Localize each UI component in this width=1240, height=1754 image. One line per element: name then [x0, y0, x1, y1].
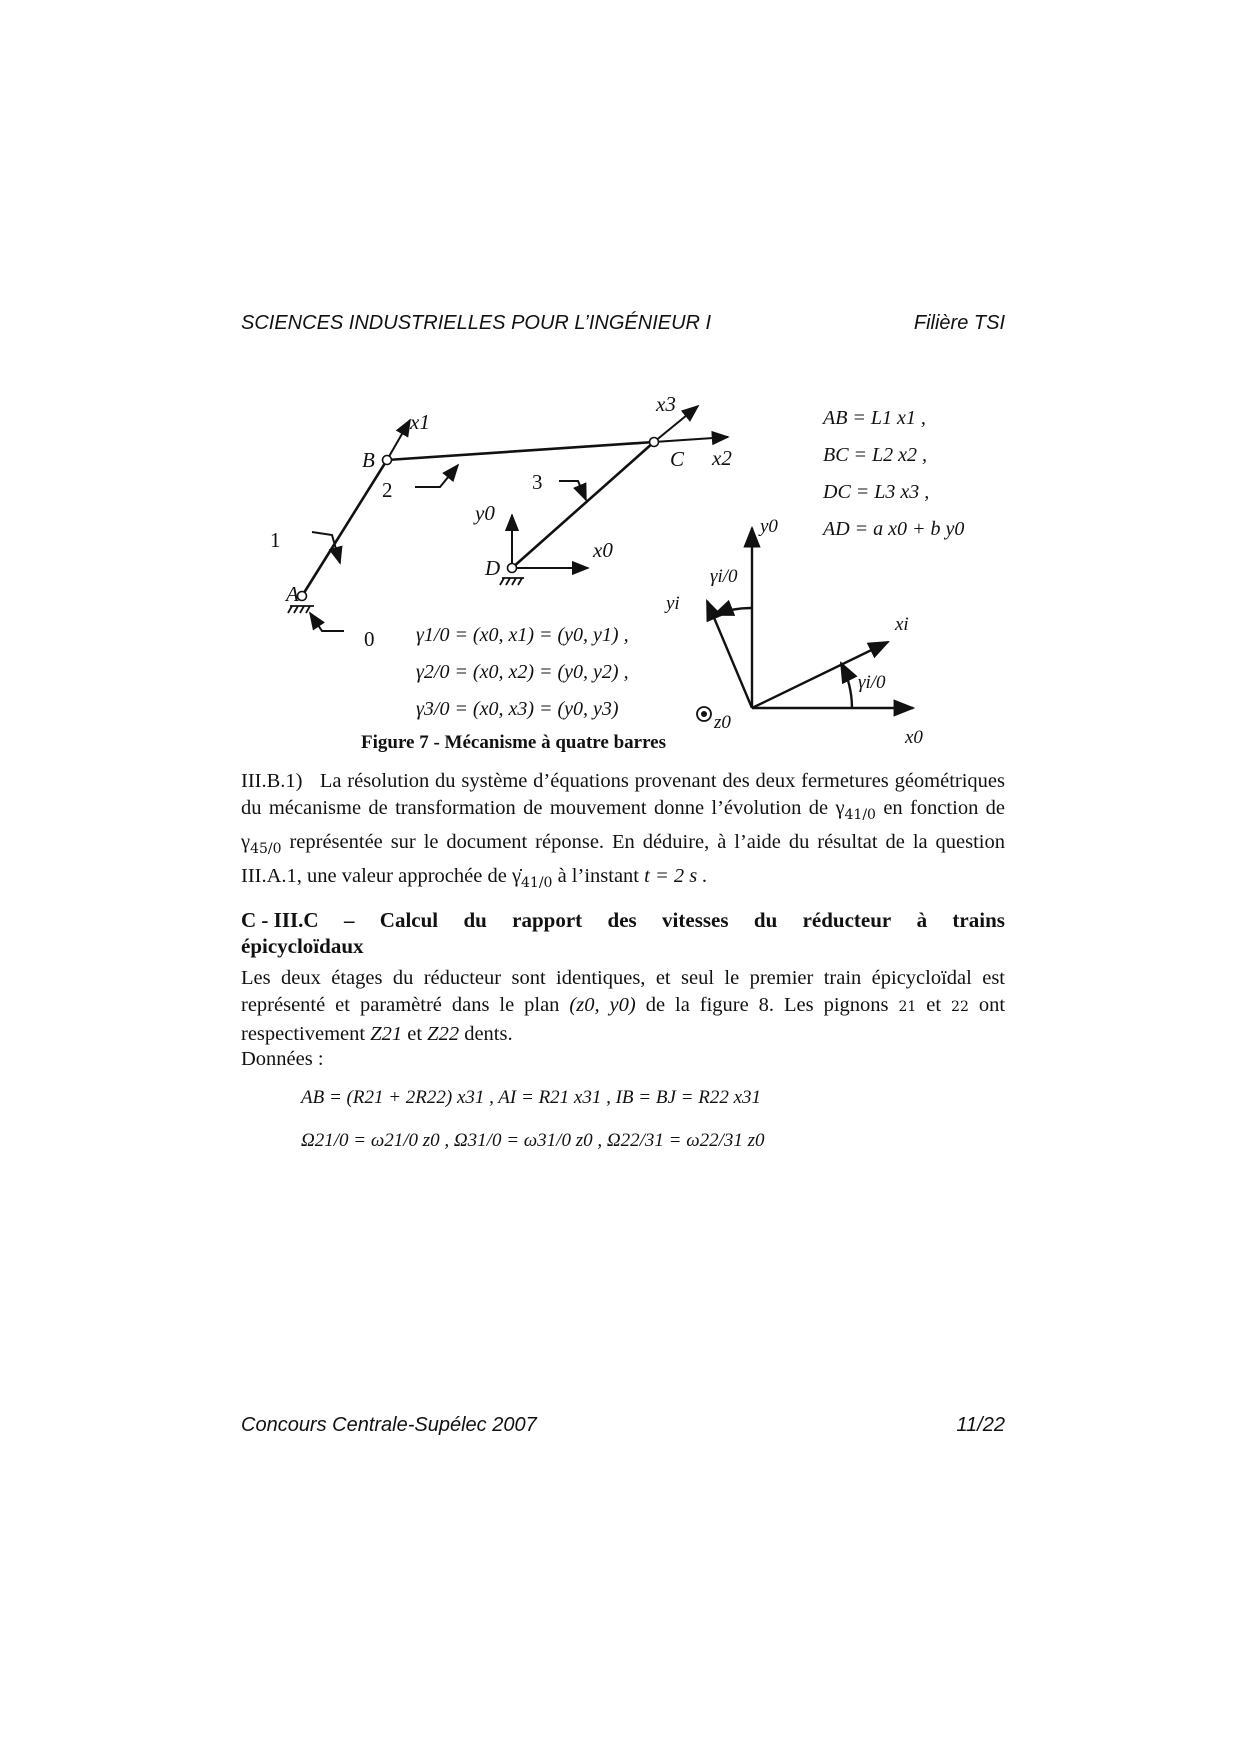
- length-eq-2: BC = L2 x2 ,: [823, 444, 928, 466]
- heading-word: rapport: [512, 908, 583, 932]
- footer-contest: Concours Centrale-Supélec 2007: [241, 1414, 537, 1436]
- gamma-dot-sub: 41/0: [521, 875, 553, 892]
- pivot-D: [508, 564, 517, 573]
- teeth-Z21: Z21: [370, 1023, 403, 1045]
- heading-word: à: [916, 908, 928, 932]
- paragraph-text-1: Les deux étages du réducteur sont identiques, et seul le premier train épicycloïdal est représenté et paramètré dans le plan: [241, 967, 1005, 1016]
- heading-word: trains: [952, 908, 1005, 932]
- pivot-B: [383, 456, 392, 465]
- x1-axis-arrow: [387, 420, 410, 460]
- section-title-line-1: [241, 907, 1005, 933]
- gamma-b-sub: 45/0: [250, 841, 282, 858]
- point-D-label: D: [485, 556, 501, 580]
- point-A-label: A: [286, 582, 299, 606]
- heading-word: C - III.C: [241, 908, 319, 932]
- paragraph-text-2: de la figure 8. Les pignons: [645, 994, 889, 1016]
- angle-eq-2: γ2/0 = (x0, x2) = (y0, y2) ,: [416, 661, 629, 683]
- gamma-label-y: γi/0: [710, 566, 738, 587]
- gamma-label-x: γi/0: [858, 672, 886, 693]
- heading-word: des: [607, 908, 637, 932]
- header-title: SCIENCES INDUSTRIELLES POUR L’INGÉNIEUR I: [241, 312, 712, 334]
- question-III-B-1: [241, 768, 1005, 897]
- x2-label: x2: [712, 446, 732, 470]
- gamma-dot: γ̇: [511, 865, 521, 888]
- heading-word: du: [753, 908, 778, 932]
- heading-word: –: [343, 908, 355, 932]
- and-word: et: [926, 994, 942, 1016]
- equation-line-1: AB = (R21 + 2R22) x31 , AI = R21 x31 , IB = BJ = R22 x31: [301, 1087, 762, 1108]
- heading-word: Calcul: [379, 908, 439, 932]
- point-B-label: B: [362, 448, 375, 472]
- question-text-3: représentée sur le document réponse. En déduire, à l’aide du résultat de la question III.A.1, une valeur approchée de: [241, 831, 1006, 888]
- gamma-a-sub: 41/0: [844, 807, 876, 824]
- bar-3: [512, 442, 654, 568]
- bar-1: [302, 460, 387, 596]
- heading-word: vitesses: [662, 908, 729, 932]
- gamma-b: γ: [241, 831, 251, 854]
- length-eq-1: AB = L1 x1 ,: [823, 407, 926, 429]
- pinion-21: 21: [898, 999, 917, 1015]
- pointer-3: [559, 481, 586, 500]
- solid-1-label: 1: [270, 528, 281, 552]
- pivot-A: [298, 592, 307, 601]
- yi-label: yi: [666, 593, 680, 614]
- x0-label-2: x0: [905, 727, 923, 748]
- y0-label: y0: [475, 501, 495, 525]
- x3-label: x3: [656, 392, 676, 416]
- time-value: t = 2 s .: [644, 865, 708, 888]
- question-label: III.B.1): [241, 770, 303, 792]
- gamma-arc-x: [841, 663, 852, 708]
- xi-label: xi: [895, 614, 909, 635]
- question-text-4: à l’instant: [557, 865, 639, 888]
- length-eq-3: DC = L3 x3 ,: [823, 481, 930, 503]
- solid-3-label: 3: [532, 470, 543, 494]
- paragraph-text-3: ont respectivement: [241, 994, 1006, 1045]
- solid-0-label: 0: [364, 627, 375, 651]
- solid-2-label: 2: [382, 478, 393, 502]
- gamma-a: γ: [835, 797, 845, 819]
- equation-line-2: Ω21/0 = ω21/0 z0 , Ω31/0 = ω31/0 z0 , Ω22/31 = ω22/31 z0: [301, 1130, 765, 1151]
- header-track: Filière TSI: [913, 312, 1005, 334]
- pointer-0: [310, 613, 344, 631]
- gear-train-paragraph: [241, 965, 1005, 1048]
- pointer-2: [415, 465, 458, 487]
- paragraph-text-4: dents.: [464, 1023, 513, 1045]
- and-word-2: et: [407, 1023, 423, 1045]
- x0-label: x0: [593, 538, 613, 562]
- heading-word: réducteur: [802, 908, 892, 932]
- point-C-label: C: [670, 447, 685, 471]
- x1-label: x1: [410, 410, 430, 434]
- y0-label-2: y0: [760, 516, 778, 537]
- x2-axis-arrow: [654, 437, 728, 442]
- page-number: 11/22: [956, 1414, 1005, 1436]
- heading-word: du: [463, 908, 487, 932]
- length-eq-4: AD = a x0 + b y0: [823, 518, 965, 540]
- figure-caption: Figure 7 - Mécanisme à quatre barres: [361, 732, 667, 753]
- z0-label: z0: [714, 712, 731, 733]
- gamma-arc-y: [714, 608, 752, 615]
- teeth-Z22: Z22: [427, 1023, 460, 1045]
- angle-eq-3: γ3/0 = (x0, x3) = (y0, y3): [416, 698, 619, 720]
- bar-2: [387, 442, 654, 460]
- section-title-line-2: épicycloïdaux: [241, 934, 364, 958]
- pivot-C: [650, 438, 659, 447]
- question-text-2: en fonction de: [883, 797, 1006, 819]
- plane-notation: (z0, y0): [569, 994, 636, 1016]
- pinion-22: 22: [951, 999, 969, 1015]
- angle-eq-1: γ1/0 = (x0, x1) = (y0, y1) ,: [416, 624, 629, 646]
- section-heading: [241, 907, 1005, 959]
- data-label: Données :: [241, 1048, 324, 1070]
- yi-axis-arrow: [707, 601, 752, 708]
- question-text-1: La résolution du système d’équations provenant des deux fermetures géométriques du mécanisme de transformation de mouvement donne l’évolution de: [241, 770, 1006, 819]
